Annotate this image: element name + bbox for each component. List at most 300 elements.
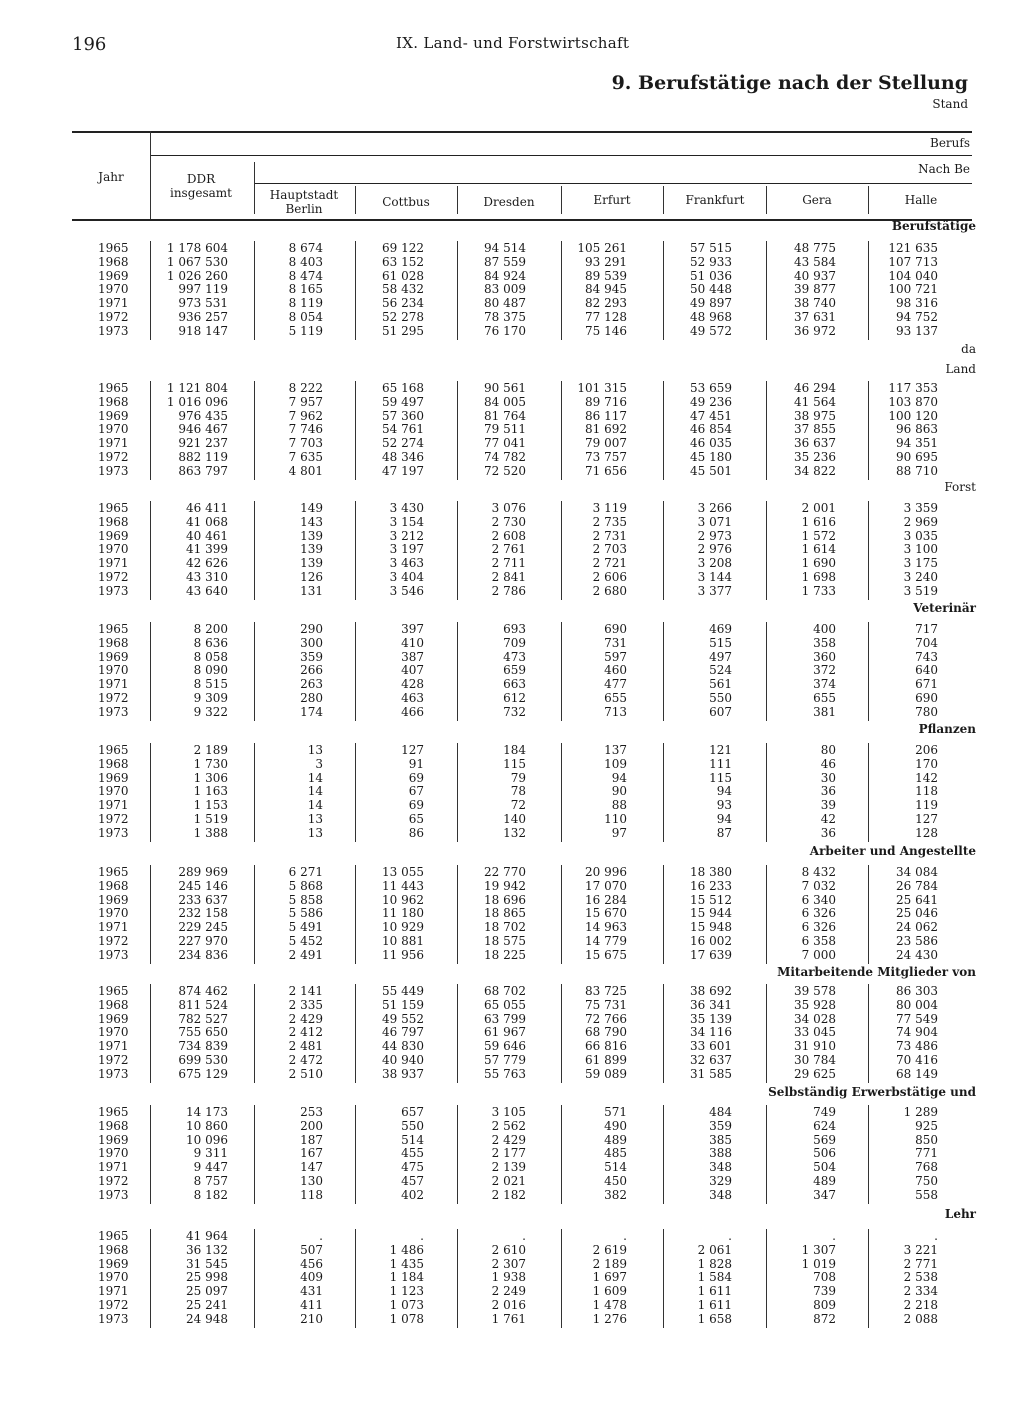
table-cell: 1 611 bbox=[697, 1284, 732, 1299]
table-cell: 41 564 bbox=[794, 394, 836, 409]
table-cell: 93 bbox=[716, 798, 732, 813]
table-cell: 23 586 bbox=[896, 934, 938, 948]
table-cell: 431 bbox=[300, 1284, 323, 1299]
section-label: Berufstätige bbox=[891, 219, 976, 233]
table-cell: 89 716 bbox=[585, 394, 627, 409]
table-cell: 69 bbox=[408, 770, 424, 785]
table-cell: 3 105 bbox=[491, 1105, 526, 1119]
table-cell: 809 bbox=[813, 1298, 836, 1312]
table-cell: 3 377 bbox=[697, 583, 732, 598]
section-label: Lehr bbox=[944, 1207, 976, 1221]
table-cell: 409 bbox=[300, 1270, 323, 1285]
table-cell: 14 bbox=[307, 784, 323, 799]
row-year: 1971 bbox=[98, 798, 129, 813]
table-cell: 16 002 bbox=[690, 934, 732, 948]
table-cell: 77 549 bbox=[896, 1011, 938, 1026]
header-col-divider bbox=[766, 186, 767, 214]
table-cell: 57 515 bbox=[690, 241, 732, 255]
table-cell: 624 bbox=[813, 1118, 836, 1133]
table-cell: 6 340 bbox=[801, 892, 836, 907]
header-col-divider bbox=[254, 162, 255, 214]
table-cell: 45 180 bbox=[690, 450, 732, 464]
table-cell: 43 640 bbox=[186, 583, 228, 598]
table-cell: 561 bbox=[709, 677, 732, 692]
table-cell: 9 311 bbox=[193, 1146, 228, 1161]
row-year: 1969 bbox=[98, 268, 129, 283]
table-cell: 8 058 bbox=[193, 649, 228, 664]
table-cell: 811 524 bbox=[178, 997, 228, 1012]
table-cell: 65 168 bbox=[382, 381, 424, 395]
row-year: 1969 bbox=[98, 1256, 129, 1271]
table-cell: 87 bbox=[716, 825, 732, 840]
table-cell: 34 116 bbox=[690, 1025, 732, 1040]
table-cell: 1 184 bbox=[389, 1270, 424, 1285]
header-col-berlin: Hauptstadt Berlin bbox=[269, 188, 339, 216]
table-cell: 110 bbox=[604, 812, 627, 826]
table-cell: 11 956 bbox=[382, 947, 424, 962]
table-cell: 3 546 bbox=[389, 583, 424, 598]
table-cell: 49 897 bbox=[690, 296, 732, 311]
row-year: 1969 bbox=[98, 1132, 129, 1147]
header-top-rule bbox=[72, 131, 972, 133]
table-cell: 1 153 bbox=[193, 798, 228, 813]
table-cell: 78 bbox=[510, 784, 526, 799]
table-cell: 139 bbox=[300, 542, 323, 557]
table-cell: 50 448 bbox=[690, 282, 732, 297]
table-cell: 5 491 bbox=[288, 920, 323, 935]
row-year: 1968 bbox=[98, 1242, 129, 1257]
table-cell: 463 bbox=[401, 691, 424, 705]
table-cell: 80 004 bbox=[896, 997, 938, 1012]
table-cell: 506 bbox=[813, 1146, 836, 1161]
row-year: 1969 bbox=[98, 408, 129, 423]
row-year: 1970 bbox=[98, 784, 129, 799]
table-cell: 1 698 bbox=[801, 570, 836, 584]
table-cell: 2 703 bbox=[592, 542, 627, 557]
table-cell: 11 443 bbox=[382, 878, 424, 893]
table-cell: 7 957 bbox=[288, 394, 323, 409]
row-year: 1965 bbox=[98, 1229, 129, 1243]
table-cell: 26 784 bbox=[896, 878, 938, 893]
row-year: 1972 bbox=[98, 691, 129, 705]
table-cell: 607 bbox=[709, 704, 732, 719]
table-cell: 3 359 bbox=[903, 501, 938, 515]
table-cell: 2 139 bbox=[491, 1160, 526, 1175]
table-cell: 8 200 bbox=[193, 622, 228, 636]
table-cell: 77 128 bbox=[585, 310, 627, 324]
table-cell: 428 bbox=[401, 677, 424, 692]
table-cell: 46 bbox=[820, 756, 836, 771]
table-cell: 457 bbox=[401, 1174, 424, 1188]
table-cell: 507 bbox=[300, 1242, 323, 1257]
table-cell: 8 165 bbox=[288, 282, 323, 297]
table-cell: 100 721 bbox=[888, 282, 938, 297]
table-cell: 94 bbox=[716, 812, 732, 826]
table-cell: 1 938 bbox=[491, 1270, 526, 1285]
table-cell: 663 bbox=[503, 677, 526, 692]
table-cell: 1 078 bbox=[389, 1311, 424, 1326]
table-cell: 75 146 bbox=[585, 323, 627, 338]
table-cell: 490 bbox=[604, 1118, 627, 1133]
row-year: 1965 bbox=[98, 743, 129, 757]
table-cell: 49 552 bbox=[382, 1011, 424, 1026]
table-cell: 65 055 bbox=[484, 997, 526, 1012]
table-cell: 30 784 bbox=[794, 1053, 836, 1067]
table-cell: 2 976 bbox=[697, 542, 732, 557]
table-cell: 372 bbox=[813, 663, 836, 678]
header-bottom-rule bbox=[72, 219, 972, 221]
table-cell: 1 609 bbox=[592, 1284, 627, 1299]
table-cell: 514 bbox=[401, 1132, 424, 1147]
table-cell: 25 998 bbox=[186, 1270, 228, 1285]
table-cell: 704 bbox=[915, 635, 938, 650]
table-cell: 48 968 bbox=[690, 310, 732, 324]
table-cell: 400 bbox=[813, 622, 836, 636]
table-cell: 68 790 bbox=[585, 1025, 627, 1040]
table-cell: 31 545 bbox=[186, 1256, 228, 1271]
table-cell: 655 bbox=[813, 691, 836, 705]
table-cell: 73 757 bbox=[585, 450, 627, 464]
table-cell: 2 335 bbox=[288, 997, 323, 1012]
table-cell: 385 bbox=[709, 1132, 732, 1147]
table-cell: 411 bbox=[300, 1298, 323, 1312]
table-cell: 3 100 bbox=[903, 542, 938, 557]
table-cell: 79 007 bbox=[585, 436, 627, 451]
table-cell: 381 bbox=[813, 704, 836, 719]
table-cell: 88 bbox=[611, 798, 627, 813]
table-cell: 71 656 bbox=[585, 463, 627, 478]
table-cell: 245 146 bbox=[178, 878, 228, 893]
table-cell: 39 bbox=[820, 798, 836, 813]
table-cell: 137 bbox=[604, 743, 627, 757]
table-cell: 690 bbox=[604, 622, 627, 636]
table-cell: 329 bbox=[709, 1174, 732, 1188]
table-cell: 10 962 bbox=[382, 892, 424, 907]
table-cell: 782 527 bbox=[178, 1011, 228, 1026]
section-label: Arbeiter und Angestellte bbox=[809, 844, 976, 858]
table-cell: 359 bbox=[709, 1118, 732, 1133]
table-cell: 104 040 bbox=[888, 268, 938, 283]
table-cell: 347 bbox=[813, 1187, 836, 1202]
header-col-halle: Halle bbox=[904, 193, 938, 207]
row-year: 1973 bbox=[98, 463, 129, 478]
table-cell: 52 933 bbox=[690, 254, 732, 269]
table-cell: 119 bbox=[915, 798, 938, 813]
table-cell: 359 bbox=[300, 649, 323, 664]
table-cell: 227 970 bbox=[178, 934, 228, 948]
table-cell: 2 061 bbox=[697, 1242, 732, 1257]
table-cell: 671 bbox=[915, 677, 938, 692]
table-cell: 37 855 bbox=[794, 422, 836, 437]
table-cell: 17 070 bbox=[585, 878, 627, 893]
row-year: 1973 bbox=[98, 323, 129, 338]
table-cell: 2 735 bbox=[592, 514, 627, 529]
table-cell: 2 562 bbox=[491, 1118, 526, 1133]
table-cell: 25 097 bbox=[186, 1284, 228, 1299]
table-cell: 3 154 bbox=[389, 514, 424, 529]
table-cell: 84 924 bbox=[484, 268, 526, 283]
table-cell: 1 733 bbox=[801, 583, 836, 598]
table-cell: 1 307 bbox=[801, 1242, 836, 1257]
table-cell: 1 435 bbox=[389, 1256, 424, 1271]
table-cell: 68 149 bbox=[896, 1066, 938, 1081]
table-cell: 51 159 bbox=[382, 997, 424, 1012]
table-cell: 780 bbox=[915, 704, 938, 719]
table-cell: 2 481 bbox=[288, 1039, 323, 1054]
table-cell: . bbox=[319, 1229, 323, 1243]
table-cell: 25 241 bbox=[186, 1298, 228, 1312]
header-col-cottbus: Cottbus bbox=[382, 195, 430, 209]
table-cell: 3 144 bbox=[697, 570, 732, 584]
header-jahr: Jahr bbox=[98, 170, 124, 184]
table-cell: 40 940 bbox=[382, 1053, 424, 1067]
row-year: 1973 bbox=[98, 1311, 129, 1326]
table-cell: 709 bbox=[503, 635, 526, 650]
table-cell: 117 353 bbox=[888, 381, 938, 395]
table-cell: 18 702 bbox=[484, 920, 526, 935]
table-cell: 597 bbox=[604, 649, 627, 664]
section-label: Mitarbeitende Mitglieder von bbox=[777, 965, 976, 979]
table-cell: 2 001 bbox=[801, 501, 836, 515]
table-cell: 1 616 bbox=[801, 514, 836, 529]
table-cell: 42 626 bbox=[186, 556, 228, 571]
table-cell: 1 178 604 bbox=[166, 241, 228, 255]
table-cell: 6 271 bbox=[288, 865, 323, 879]
table-cell: 74 782 bbox=[484, 450, 526, 464]
table-cell: 59 646 bbox=[484, 1039, 526, 1054]
table-cell: 48 775 bbox=[794, 241, 836, 255]
table-cell: 1 306 bbox=[193, 770, 228, 785]
table-cell: 51 295 bbox=[382, 323, 424, 338]
table-cell: 90 695 bbox=[896, 450, 938, 464]
row-year: 1968 bbox=[98, 1118, 129, 1133]
table-cell: 4 801 bbox=[288, 463, 323, 478]
table-cell: 54 761 bbox=[382, 422, 424, 437]
table-cell: 107 713 bbox=[888, 254, 938, 269]
table-cell: 39 877 bbox=[794, 282, 836, 297]
table-cell: 58 432 bbox=[382, 282, 424, 297]
row-year: 1965 bbox=[98, 381, 129, 395]
table-cell: 94 bbox=[716, 784, 732, 799]
row-year: 1971 bbox=[98, 1284, 129, 1299]
table-cell: 61 899 bbox=[585, 1053, 627, 1067]
row-year: 1968 bbox=[98, 254, 129, 269]
table-cell: 19 942 bbox=[484, 878, 526, 893]
table-cell: 127 bbox=[401, 743, 424, 757]
table-cell: 34 084 bbox=[896, 865, 938, 879]
header-nach-be: Nach Be bbox=[918, 162, 970, 176]
row-year: 1973 bbox=[98, 947, 129, 962]
table-cell: 410 bbox=[401, 635, 424, 650]
table-cell: 101 315 bbox=[577, 381, 627, 395]
header-col-ddr: DDR insgesamt bbox=[169, 172, 233, 200]
header-col-erfurt: Erfurt bbox=[593, 193, 631, 207]
table-cell: 143 bbox=[300, 514, 323, 529]
table-cell: 79 bbox=[510, 770, 526, 785]
row-year: 1971 bbox=[98, 1160, 129, 1175]
table-cell: 8 182 bbox=[193, 1187, 228, 1202]
table-cell: 1 073 bbox=[389, 1298, 424, 1312]
table-cell: 90 bbox=[611, 784, 627, 799]
table-cell: 253 bbox=[300, 1105, 323, 1119]
table-cell: 8 674 bbox=[288, 241, 323, 255]
table-cell: 732 bbox=[503, 704, 526, 719]
table-cell: 65 bbox=[408, 812, 424, 826]
table-cell: 2 721 bbox=[592, 556, 627, 571]
row-year: 1965 bbox=[98, 984, 129, 998]
table-cell: 497 bbox=[709, 649, 732, 664]
table-cell: 167 bbox=[300, 1146, 323, 1161]
table-cell: 15 512 bbox=[690, 892, 732, 907]
table-cell: 14 963 bbox=[585, 920, 627, 935]
row-year: 1971 bbox=[98, 436, 129, 451]
table-cell: 68 702 bbox=[484, 984, 526, 998]
table-cell: 13 bbox=[307, 812, 323, 826]
table-cell: . bbox=[728, 1229, 732, 1243]
table-cell: 6 326 bbox=[801, 906, 836, 921]
table-cell: 86 117 bbox=[585, 408, 627, 423]
table-cell: 82 293 bbox=[585, 296, 627, 311]
table-cell: 768 bbox=[915, 1160, 938, 1175]
table-cell: 25 641 bbox=[896, 892, 938, 907]
table-cell: 1 584 bbox=[697, 1270, 732, 1285]
table-cell: 25 046 bbox=[896, 906, 938, 921]
table-cell: 2 189 bbox=[592, 1256, 627, 1271]
table-cell: 15 675 bbox=[585, 947, 627, 962]
header-col-frankfurt: Frankfurt bbox=[685, 193, 745, 207]
table-cell: 3 175 bbox=[903, 556, 938, 571]
table-cell: 33 601 bbox=[690, 1039, 732, 1054]
header-col-divider bbox=[150, 131, 151, 219]
table-cell: 3 430 bbox=[389, 501, 424, 515]
row-year: 1973 bbox=[98, 704, 129, 719]
table-cell: 882 119 bbox=[178, 450, 228, 464]
table-cell: 233 637 bbox=[178, 892, 228, 907]
table-cell: 232 158 bbox=[178, 906, 228, 921]
table-cell: 131 bbox=[300, 583, 323, 598]
table-cell: 569 bbox=[813, 1132, 836, 1147]
table-cell: 2 218 bbox=[903, 1298, 938, 1312]
row-year: 1970 bbox=[98, 663, 129, 678]
table-cell: 187 bbox=[300, 1132, 323, 1147]
table-cell: 46 411 bbox=[186, 501, 228, 515]
table-cell: 2 510 bbox=[288, 1066, 323, 1081]
table-cell: 872 bbox=[813, 1311, 836, 1326]
row-year: 1972 bbox=[98, 812, 129, 826]
row-year: 1970 bbox=[98, 1025, 129, 1040]
table-cell: 17 639 bbox=[690, 947, 732, 962]
header-col-divider bbox=[355, 186, 356, 214]
table-cell: 36 bbox=[820, 784, 836, 799]
table-cell: 5 858 bbox=[288, 892, 323, 907]
table-cell: 88 710 bbox=[896, 463, 938, 478]
table-cell: 36 341 bbox=[690, 997, 732, 1012]
row-year: 1969 bbox=[98, 1011, 129, 1026]
table-cell: 93 291 bbox=[585, 254, 627, 269]
table-cell: 111 bbox=[709, 756, 732, 771]
table-cell: 61 028 bbox=[382, 268, 424, 283]
table-cell: 37 631 bbox=[794, 310, 836, 324]
table-cell: 2 334 bbox=[903, 1284, 938, 1299]
table-cell: 2 182 bbox=[491, 1187, 526, 1202]
table-cell: 524 bbox=[709, 663, 732, 678]
table-cell: 210 bbox=[300, 1311, 323, 1326]
table-cell: 515 bbox=[709, 635, 732, 650]
table-cell: 717 bbox=[915, 622, 938, 636]
table-cell: 89 539 bbox=[585, 268, 627, 283]
table-cell: 489 bbox=[604, 1132, 627, 1147]
table-cell: 38 975 bbox=[794, 408, 836, 423]
table-cell: 3 119 bbox=[592, 501, 627, 515]
table-cell: 5 119 bbox=[288, 323, 323, 338]
table-cell: 387 bbox=[401, 649, 424, 664]
row-year: 1971 bbox=[98, 1039, 129, 1054]
table-cell: 348 bbox=[709, 1187, 732, 1202]
table-cell: 40 461 bbox=[186, 528, 228, 543]
table-cell: 93 137 bbox=[896, 323, 938, 338]
table-cell: 59 089 bbox=[585, 1066, 627, 1081]
table-cell: 7 746 bbox=[288, 422, 323, 437]
row-year: 1973 bbox=[98, 1066, 129, 1081]
table-cell: 550 bbox=[709, 691, 732, 705]
table-cell: 24 948 bbox=[186, 1311, 228, 1326]
table-cell: 6 358 bbox=[801, 934, 836, 948]
table-cell: 504 bbox=[813, 1160, 836, 1175]
table-cell: 35 928 bbox=[794, 997, 836, 1012]
table-cell: 280 bbox=[300, 691, 323, 705]
table-cell: 1 026 260 bbox=[166, 268, 228, 283]
table-cell: 31 585 bbox=[690, 1066, 732, 1081]
table-cell: 348 bbox=[709, 1160, 732, 1175]
table-cell: 2 610 bbox=[491, 1242, 526, 1257]
table-cell: 18 225 bbox=[484, 947, 526, 962]
row-year: 1972 bbox=[98, 310, 129, 324]
table-cell: 8 757 bbox=[193, 1174, 228, 1188]
table-cell: 850 bbox=[915, 1132, 938, 1147]
table-cell: 170 bbox=[915, 756, 938, 771]
table-cell: 290 bbox=[300, 622, 323, 636]
table-cell: 72 766 bbox=[585, 1011, 627, 1026]
table-cell: 1 289 bbox=[903, 1105, 938, 1119]
table-cell: 289 969 bbox=[178, 865, 228, 879]
table-cell: 29 625 bbox=[794, 1066, 836, 1081]
row-year: 1965 bbox=[98, 241, 129, 255]
table-cell: 693 bbox=[503, 622, 526, 636]
table-cell: 118 bbox=[915, 784, 938, 799]
table-cell: 76 170 bbox=[484, 323, 526, 338]
table-cell: 105 261 bbox=[577, 241, 627, 255]
table-cell: 38 692 bbox=[690, 984, 732, 998]
table-cell: 514 bbox=[604, 1160, 627, 1175]
row-year: 1972 bbox=[98, 1174, 129, 1188]
table-cell: . bbox=[522, 1229, 526, 1243]
table-cell: 14 bbox=[307, 798, 323, 813]
table-cell: 75 731 bbox=[585, 997, 627, 1012]
table-cell: 374 bbox=[813, 677, 836, 692]
section-label-second-line: Land bbox=[945, 362, 976, 376]
table-cell: 7 000 bbox=[801, 947, 836, 962]
table-cell: 690 bbox=[915, 691, 938, 705]
row-year: 1971 bbox=[98, 296, 129, 311]
table-cell: 47 451 bbox=[690, 408, 732, 423]
table-cell: 713 bbox=[604, 704, 627, 719]
table-cell: 94 bbox=[611, 770, 627, 785]
table-cell: 3 071 bbox=[697, 514, 732, 529]
table-cell: 8 054 bbox=[288, 310, 323, 324]
table-cell: 489 bbox=[813, 1174, 836, 1188]
table-cell: 7 635 bbox=[288, 450, 323, 464]
table-cell: 40 937 bbox=[794, 268, 836, 283]
